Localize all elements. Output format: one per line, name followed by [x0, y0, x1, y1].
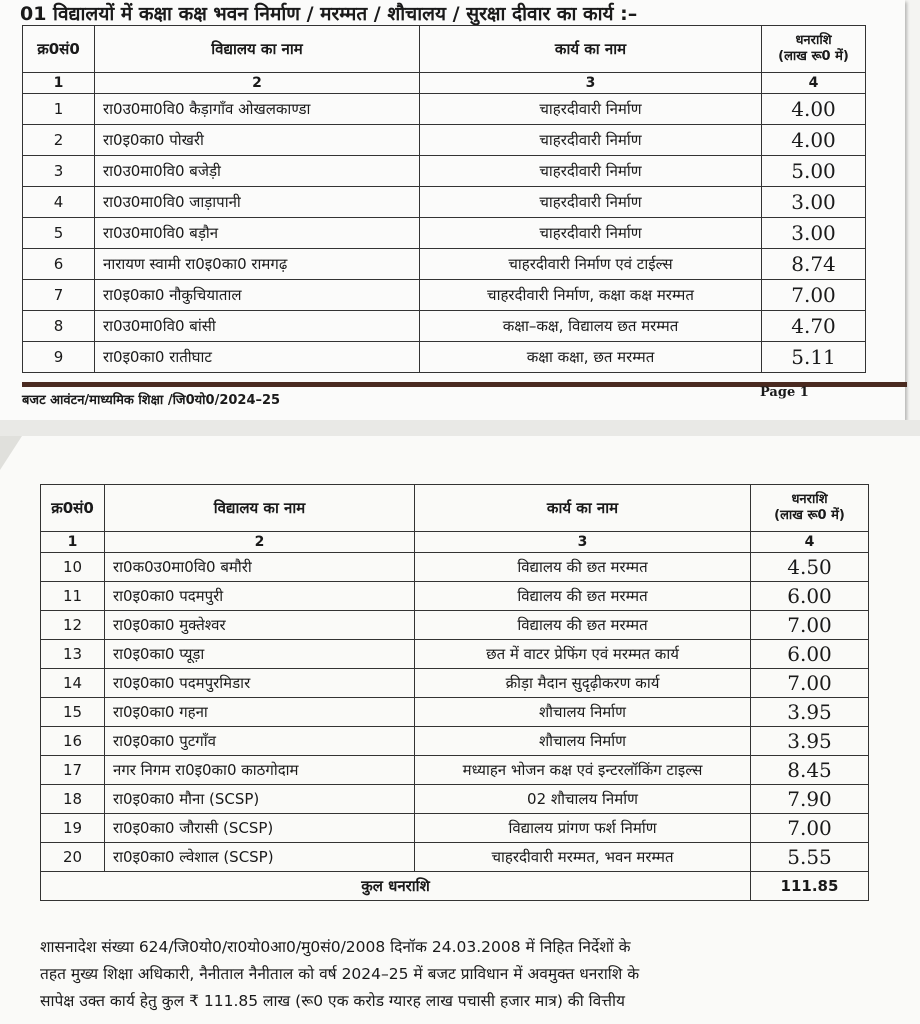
- row-amount: 5.00: [762, 156, 866, 187]
- row-school-name: रा0इ0का0 जौरासी (SCSP): [105, 814, 415, 843]
- row-work-name: 02 शौचालय निर्माण: [415, 785, 751, 814]
- row-school-name: रा0इ0का0 प्यूड़ा: [105, 640, 415, 669]
- table-row: [41, 727, 869, 756]
- table-1-body: [23, 94, 866, 373]
- table-row: [23, 94, 866, 125]
- table-row: [41, 640, 869, 669]
- row-school-name: रा0उ0मा0वि0 बजेड़ी: [95, 156, 420, 187]
- row-serial-number: 18: [41, 785, 105, 814]
- row-amount: 7.00: [751, 611, 869, 640]
- row-work-name: चाहरदीवारी निर्माण एवं टाईल्स: [420, 249, 762, 280]
- header-amount: [751, 485, 869, 532]
- row-work-name: छत में वाटर प्रेफिंग एवं मरम्मत कार्य: [415, 640, 751, 669]
- row-serial-number: 10: [41, 553, 105, 582]
- table-row: [41, 843, 869, 872]
- row-amount: 4.00: [762, 94, 866, 125]
- table-row: [41, 553, 869, 582]
- row-amount: 3.00: [762, 187, 866, 218]
- row-school-name: रा0इ0का0 ल्वेशाल (SCSP): [105, 843, 415, 872]
- row-school-name: रा0इ0का0 पोखरी: [95, 125, 420, 156]
- header-sn: क्र0सं0: [41, 485, 105, 532]
- row-serial-number: 5: [23, 218, 95, 249]
- row-work-name: कक्षा कक्षा, छत मरम्मत: [420, 342, 762, 373]
- row-serial-number: 3: [23, 156, 95, 187]
- row-amount: 3.95: [751, 727, 869, 756]
- row-work-name: विद्यालय की छत मरम्मत: [415, 611, 751, 640]
- header-school: विद्यालय का नाम: [95, 26, 420, 73]
- row-serial-number: 12: [41, 611, 105, 640]
- row-work-name: शौचालय निर्माण: [415, 727, 751, 756]
- row-serial-number: 9: [23, 342, 95, 373]
- row-school-name: रा0उ0मा0वि0 बड़ौन: [95, 218, 420, 249]
- column-number: 1: [23, 73, 95, 94]
- row-work-name: शौचालय निर्माण: [415, 698, 751, 727]
- row-work-name: चाहरदीवारी निर्माण: [420, 94, 762, 125]
- row-amount: 7.00: [751, 669, 869, 698]
- row-serial-number: 4: [23, 187, 95, 218]
- header-amount-unit: (लाख रू0 में): [778, 49, 849, 64]
- row-school-name: नारायण स्वामी रा0इ0का0 रामगढ़: [95, 249, 420, 280]
- table-row: [41, 756, 869, 785]
- header-work: कार्य का नाम: [420, 26, 762, 73]
- column-number: 3: [420, 73, 762, 94]
- total-amount: 111.85: [751, 872, 869, 901]
- row-work-name: विद्यालय प्रांगण फर्श निर्माण: [415, 814, 751, 843]
- row-work-name: चाहरदीवारी मरम्मत, भवन मरम्मत: [415, 843, 751, 872]
- column-number: 1: [41, 532, 105, 553]
- row-serial-number: 20: [41, 843, 105, 872]
- row-school-name: रा0इ0का0 नौकुचियाताल: [95, 280, 420, 311]
- row-school-name: रा0उ0मा0वि0 बांसी: [95, 311, 420, 342]
- table-row: [41, 785, 869, 814]
- column-number-row: [23, 73, 866, 94]
- table-row: [23, 187, 866, 218]
- row-serial-number: 13: [41, 640, 105, 669]
- total-row: [41, 872, 869, 901]
- paragraph-line: तहत मुख्य शिक्षा अधिकारी, नैनीताल नैनीताल को वर्ष 2024–25 में बजट प्राविधान में अवमुक्त धनराशि के: [40, 965, 640, 983]
- row-serial-number: 6: [23, 249, 95, 280]
- row-school-name: रा0इ0का0 मौना (SCSP): [105, 785, 415, 814]
- row-serial-number: 16: [41, 727, 105, 756]
- row-work-name: चाहरदीवारी निर्माण: [420, 218, 762, 249]
- row-amount: 6.00: [751, 640, 869, 669]
- row-school-name: रा0क0उ0मा0वि0 बमौरी: [105, 553, 415, 582]
- row-serial-number: 15: [41, 698, 105, 727]
- row-amount: 4.70: [762, 311, 866, 342]
- page-number: Page 1: [760, 385, 809, 400]
- row-serial-number: 11: [41, 582, 105, 611]
- row-school-name: रा0इ0का0 पदमपुरी: [105, 582, 415, 611]
- table-row: [41, 698, 869, 727]
- table-row: [41, 611, 869, 640]
- row-serial-number: 8: [23, 311, 95, 342]
- paragraph-line: सापेक्ष उक्त कार्य हेतु कुल ₹ 111.85 लाख (रू0 एक करोड ग्यारह लाख पचासी हजार मात्र) की वित्तीय: [40, 992, 625, 1010]
- table-2-body: [41, 553, 869, 872]
- row-school-name: रा0उ0मा0वि0 जाड़ापानी: [95, 187, 420, 218]
- row-amount: 8.74: [762, 249, 866, 280]
- row-serial-number: 1: [23, 94, 95, 125]
- allocation-table-1: [22, 25, 866, 373]
- total-label: कुल धनराशि: [41, 872, 751, 901]
- row-school-name: नगर निगम रा0इ0का0 काठगोदाम: [105, 756, 415, 785]
- row-work-name: चाहरदीवारी निर्माण: [420, 125, 762, 156]
- row-amount: 7.00: [751, 814, 869, 843]
- order-paragraph: [40, 934, 880, 1015]
- column-number: 3: [415, 532, 751, 553]
- row-school-name: रा0उ0मा0वि0 कैड़ागाँव ओखलकाण्डा: [95, 94, 420, 125]
- row-work-name: विद्यालय की छत मरम्मत: [415, 553, 751, 582]
- header-work: कार्य का नाम: [415, 485, 751, 532]
- header-sn: क्र0सं0: [23, 26, 95, 73]
- row-serial-number: 7: [23, 280, 95, 311]
- paragraph-line: शासनादेश संख्या 624/जि0यो0/रा0यो0आ0/मु0सं0/2008 दिनॉक 24.03.2008 में निहित निर्देशों के: [40, 938, 631, 956]
- table-row: [23, 342, 866, 373]
- header-school: विद्यालय का नाम: [105, 485, 415, 532]
- header-amount-label: धनराशि: [791, 492, 828, 507]
- column-number: 2: [95, 73, 420, 94]
- table-row: [23, 125, 866, 156]
- allocation-table-2: [40, 484, 869, 901]
- column-number-row: [41, 532, 869, 553]
- document-page-1: [0, 0, 905, 420]
- table-row: [23, 218, 866, 249]
- table-header-row: [41, 485, 869, 532]
- table-row: [41, 582, 869, 611]
- page-fold-corner: [0, 436, 22, 470]
- column-number: 4: [751, 532, 869, 553]
- row-work-name: कक्षा–कक्ष, विद्यालय छत मरम्मत: [420, 311, 762, 342]
- row-work-name: मध्याहन भोजन कक्ष एवं इन्टरलॉकिंग टाइल्स: [415, 756, 751, 785]
- header-amount-unit: (लाख रू0 में): [774, 508, 845, 523]
- row-amount: 5.11: [762, 342, 866, 373]
- table-row: [23, 249, 866, 280]
- row-school-name: रा0इ0का0 रातीघाट: [95, 342, 420, 373]
- row-amount: 8.45: [751, 756, 869, 785]
- row-serial-number: 17: [41, 756, 105, 785]
- table-header-row: [23, 26, 866, 73]
- row-serial-number: 2: [23, 125, 95, 156]
- table-row: [41, 669, 869, 698]
- section-heading: 01 विद्यालयों में कक्षा कक्ष भवन निर्माण / मरम्मत / शौचालय / सुरक्षा दीवार का कार्य :–: [20, 3, 638, 25]
- row-amount: 6.00: [751, 582, 869, 611]
- row-amount: 7.00: [762, 280, 866, 311]
- column-number: 2: [105, 532, 415, 553]
- row-amount: 3.95: [751, 698, 869, 727]
- header-amount-label: धनराशि: [795, 33, 832, 48]
- row-work-name: क्रीड़ा मैदान सुदृढ़ीकरण कार्य: [415, 669, 751, 698]
- row-serial-number: 19: [41, 814, 105, 843]
- row-amount: 7.90: [751, 785, 869, 814]
- row-school-name: रा0इ0का0 गहना: [105, 698, 415, 727]
- row-amount: 4.00: [762, 125, 866, 156]
- header-amount: [762, 26, 866, 73]
- row-amount: 4.50: [751, 553, 869, 582]
- row-work-name: चाहरदीवारी निर्माण: [420, 187, 762, 218]
- row-amount: 3.00: [762, 218, 866, 249]
- table-row: [23, 156, 866, 187]
- row-school-name: रा0इ0का0 पदमपुरमिडार: [105, 669, 415, 698]
- row-serial-number: 14: [41, 669, 105, 698]
- row-work-name: चाहरदीवारी निर्माण, कक्षा कक्ष मरम्मत: [420, 280, 762, 311]
- page-footer: बजट आवंटन/माध्यमिक शिक्षा /जि0यो0/2024–25: [22, 393, 281, 408]
- table-row: [23, 311, 866, 342]
- row-school-name: रा0इ0का0 मुक्तेश्वर: [105, 611, 415, 640]
- column-number: 4: [762, 73, 866, 94]
- row-work-name: विद्यालय की छत मरम्मत: [415, 582, 751, 611]
- row-work-name: चाहरदीवारी निर्माण: [420, 156, 762, 187]
- row-amount: 5.55: [751, 843, 869, 872]
- row-school-name: रा0इ0का0 पुटगाँव: [105, 727, 415, 756]
- table-row: [41, 814, 869, 843]
- table-row: [23, 280, 866, 311]
